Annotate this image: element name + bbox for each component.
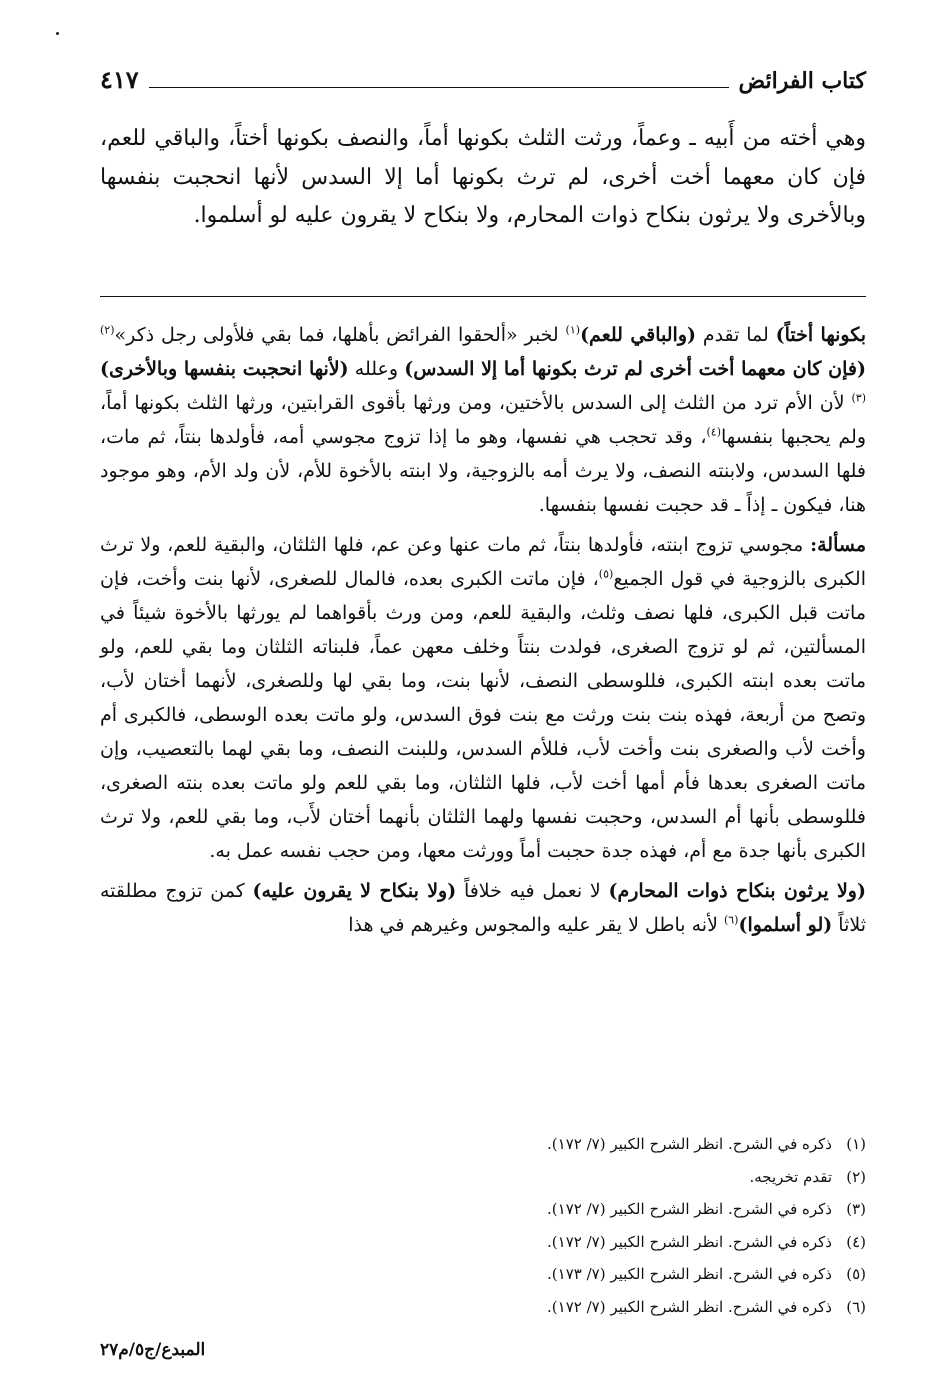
main-text xyxy=(100,120,866,236)
signature-mark: المبدع/ج٥/م٢٧ xyxy=(100,1340,206,1360)
footnote-number: (٤) xyxy=(846,1232,866,1251)
footnote-number: (٢) xyxy=(846,1167,866,1186)
bold-phrase: (لأنها انحجبت بنفسها وبالأخرى) xyxy=(100,358,349,380)
footnote xyxy=(366,1193,866,1226)
footnote-ref[interactable]: (٥) xyxy=(598,567,614,581)
footnote xyxy=(366,1128,866,1161)
commentary-paragraph-2 xyxy=(100,528,866,868)
footnote-number: (٣) xyxy=(846,1200,866,1218)
text-run: لخبر «ألحقوا الفرائض بأهلها، فما بقي فلأولى رجل ذكر» xyxy=(114,324,566,346)
footnote-text: ذكره في الشرح. انظر الشرح الكبير (٧/ ١٧٢). xyxy=(547,1297,832,1316)
text-run: لما تقدم xyxy=(696,324,776,346)
text-run: كمن تزوج مطلقته ثلاثاً xyxy=(100,880,866,936)
page-header xyxy=(100,58,866,98)
bold-phrase: بكونها أختاً) xyxy=(775,324,866,346)
footnote-text: تقدم تخريجه. xyxy=(749,1167,832,1186)
text-run: مجوسي تزوج ابنته، فأولدها بنتاً، ثم مات عنها وعن عم، فلها الثلثان، والبقية للعم، ولا ترث الكبرى بالزوجية في قول الجميع xyxy=(100,534,866,590)
page-speck xyxy=(56,32,59,35)
page-number: ٤١٧ xyxy=(100,65,139,94)
footnote xyxy=(366,1161,866,1194)
footnote-text: ذكره في الشرح. انظر الشرح الكبير (٧/ ١٧٣). xyxy=(547,1265,832,1283)
footnote-text: ذكره في الشرح. انظر الشرح الكبير (٧/ ١٧٢). xyxy=(547,1232,832,1251)
text-run: ، وقد تحجب هي نفسها، وهو ما إذا تزوج مجوسي أمه، فأولدها بنتاً، ثم مات، فلها السدس، ولابنته النصف، ولا يرث أمه بالزوجية، ولا ابنته بالأخوة للأم، لأن ولد الأم، وهو موجود هنا، فيكون ـ إذاً ـ قد حجبت نفسها بنفسها. xyxy=(100,426,866,516)
text-run: لا نعمل فيه خلافاً xyxy=(456,880,609,902)
text-commentary-divider xyxy=(100,296,866,297)
footnote xyxy=(366,1226,866,1259)
header-rule xyxy=(149,87,729,88)
footnote-ref[interactable]: (٣) xyxy=(851,391,866,405)
footnote-ref[interactable]: (٦) xyxy=(723,913,739,927)
footnote-number: (١) xyxy=(846,1135,866,1153)
bold-phrase: (فإن كان معهما أخت أخرى لم ترث بكونها أما إلا السدس) xyxy=(404,358,866,380)
text-run: لأن الأم ترد من الثلث إلى السدس بالأختين، ومن ورثها بأقوى القرابتين، ورثها الثلث بكونها أماً، ولم يحجبها بنفسها xyxy=(100,392,867,448)
footnote-number: (٥) xyxy=(846,1265,866,1283)
footnote-ref[interactable]: (٤) xyxy=(706,425,722,439)
commentary xyxy=(100,318,866,942)
footnote-text: ذكره في الشرح. انظر الشرح الكبير (٧/ ١٧٢). xyxy=(547,1135,832,1153)
commentary-paragraph-3 xyxy=(100,874,866,942)
bold-phrase: مسألة: xyxy=(810,534,866,556)
footnote-ref[interactable]: (٢) xyxy=(100,323,115,337)
text-run: لأنه باطل لا يقر عليه والمجوس وغيرهم في هذا xyxy=(348,914,724,936)
footnotes xyxy=(366,1128,866,1323)
bold-phrase: (ولا بنكاح لا يقرون عليه) xyxy=(252,880,457,902)
footnote xyxy=(366,1291,866,1324)
footnote-ref[interactable]: (١) xyxy=(565,323,581,337)
commentary-paragraph-1 xyxy=(100,318,866,522)
text-run: ، فإن ماتت الكبرى بعده، فالمال للصغرى، لأنها بنت وأخت، فإن ماتت قبل الكبرى، فلها نصف وثلث، والبقية للعم، ومن ورث بأقواهما لم يورثها بالأخوة شيئاً في المسألتين، ثم لو تزوج الصغرى، فولدت بنتاً وخلف معهن عماً، فلبناته الثلثان وما بقي للعم، ولو ماتت بعده ابنته الكبرى، فللوسطى النصف، لأنها بنت، وما بقي لها وللصغرى، لأنهما أختان لأب، وتصح من أربعة، فهذه بنت بنت ورثت مع بنت فوق السدس، ولو ماتت بعده الوسطى، فالكبرى أم وأخت لأب والصغرى بنت وأخت لأب، فللأم السدس، وللبنت النصف، وما بقي لهما بالتعصيب، وإن ماتت الصغرى بعدها فأم أمها أخت لأب، فلها الثلثان، وما بقي للعم ولو ماتت بعده بنته الصغرى، فللوسطى بأنها أم السدس، وحجبت نفسها ولهما الثلثان بأنهما أختان لأَب، وما بقي للعم، ولا ترث الكبرى بأنها جدة مع أم، فهذه جدة حجبت أماً وورثت معها، ومن حجب نفسه عمل به. xyxy=(100,568,866,862)
footnote-text: ذكره في الشرح. انظر الشرح الكبير (٧/ ١٧٢). xyxy=(547,1200,832,1218)
text-run: وعلله xyxy=(348,358,405,380)
bold-phrase: (والباقي للعم) xyxy=(580,324,697,346)
bold-phrase: (لو أسلموا) xyxy=(738,914,833,936)
footnote-number: (٦) xyxy=(846,1297,866,1316)
book-title: كتاب الفرائض xyxy=(738,68,866,94)
footnote xyxy=(366,1258,866,1291)
matn-paragraph: وهي أخته من أَبيه ـ وعماً، ورثت الثلث بكونها أماً، والنصف بكونها أختاً، والباقي للعم، فإن كان معهما أخت أخرى، لم ترث بكونها أما إلا السدس لأنها انحجبت بنفسها وبالأخرى ولا يرثون بنكاح ذوات المحارم، ولا بنكاح لا يقرون عليه لو أسلموا. xyxy=(100,126,867,228)
bold-phrase: (ولا يرثون بنكاح ذوات المحارم) xyxy=(608,880,866,902)
